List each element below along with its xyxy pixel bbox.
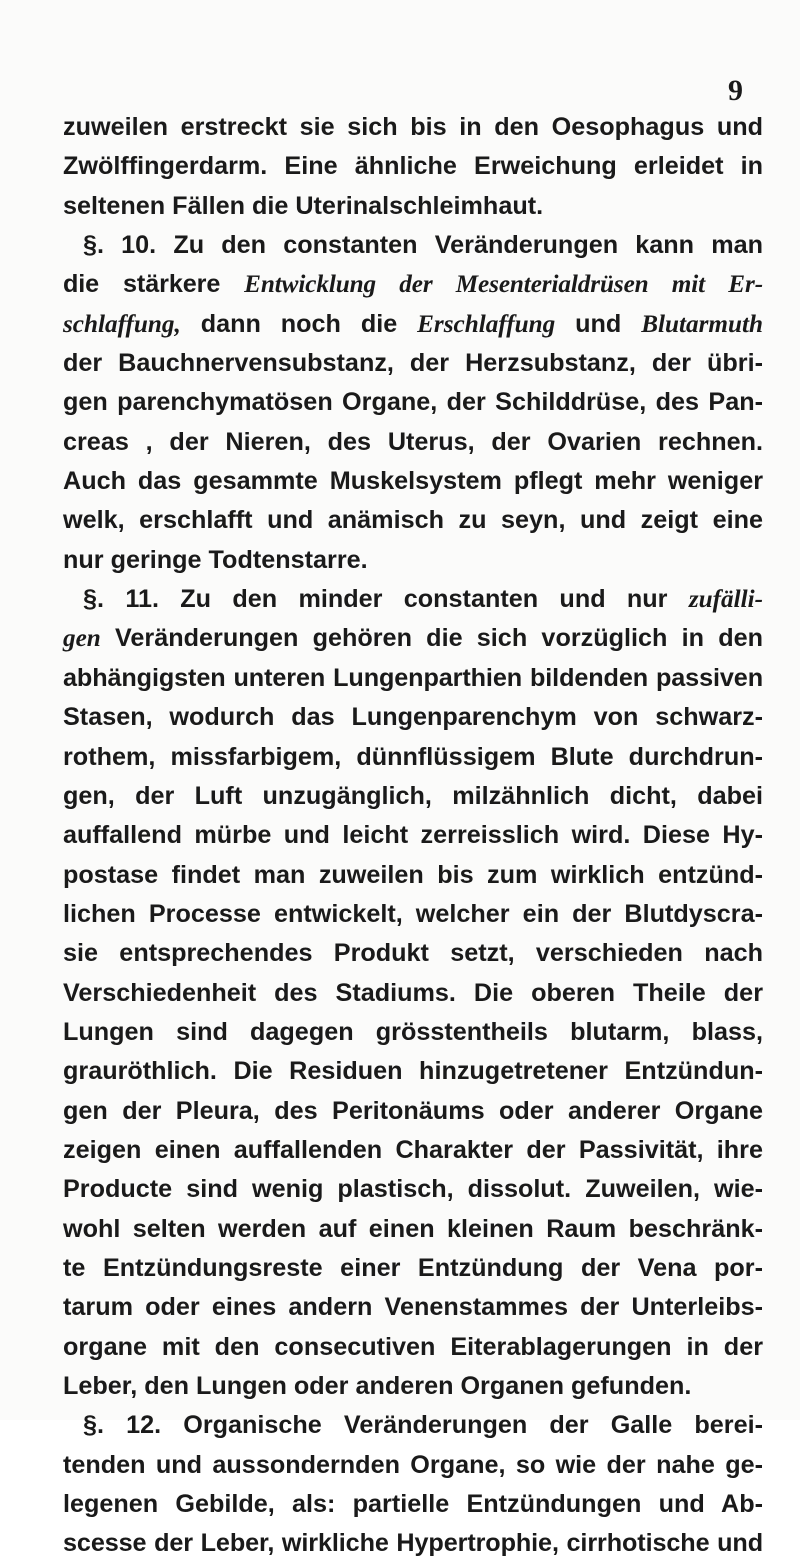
emphasis-text: Entwicklung der Mesenterialdrüsen mit Er- bbox=[244, 271, 763, 299]
text-line bbox=[63, 1249, 763, 1288]
text-span: creas , der Nieren, des Uterus, der Ovarien rechnen. bbox=[63, 427, 763, 456]
text-line bbox=[63, 541, 763, 580]
text-line bbox=[63, 777, 763, 816]
text-span: und bbox=[555, 309, 642, 338]
text-span: dann noch die bbox=[180, 309, 418, 338]
text-line bbox=[63, 1052, 763, 1091]
text-line bbox=[63, 1210, 763, 1249]
text-line bbox=[63, 265, 763, 304]
text-line bbox=[63, 738, 763, 777]
text-line bbox=[63, 423, 763, 462]
text-line bbox=[63, 1524, 763, 1563]
text-line bbox=[63, 344, 763, 383]
text-span: zeigen einen auffallenden Charakter der Passivität, ihre bbox=[63, 1135, 763, 1164]
text-span: Zwölffingerdarm. Eine ähnliche Erweichung erleidet in bbox=[63, 152, 763, 181]
text-span: §. 12. Organische Veränderungen der Galle berei- bbox=[83, 1411, 763, 1440]
text-span: gen, der Luft unzugänglich, milzähnlich dicht, dabei bbox=[63, 781, 763, 810]
text-line bbox=[63, 1446, 763, 1485]
text-line bbox=[63, 147, 763, 186]
text-line bbox=[63, 934, 763, 973]
text-span: auffallend mürbe und leicht zerreisslich wird. Diese Hy- bbox=[63, 821, 763, 850]
emphasis-text: Erschlaffung bbox=[417, 310, 556, 338]
text-span: organe mit den consecutiven Eiterablagerungen in der bbox=[63, 1332, 763, 1361]
text-span: sie entsprechendes Produkt setzt, verschieden nach bbox=[63, 939, 763, 968]
text-span: die stärkere bbox=[63, 270, 245, 299]
page-number: 9 bbox=[728, 74, 743, 107]
text-span: legenen Gebilde, als: partielle Entzündungen und Ab- bbox=[63, 1490, 763, 1519]
text-line bbox=[63, 619, 763, 658]
text-line bbox=[63, 187, 763, 226]
text-span: te Entzündungsreste einer Entzündung der Vena por- bbox=[63, 1253, 763, 1282]
emphasis-text: schlaffung, bbox=[63, 310, 181, 338]
text-line bbox=[63, 895, 763, 934]
emphasis-text: Blutarmuth bbox=[641, 310, 763, 338]
text-span: wohl selten werden auf einen kleinen Raum beschränk- bbox=[63, 1214, 763, 1243]
text-line bbox=[63, 1170, 763, 1209]
text-span: §. 11. Zu den minder constanten und nur bbox=[83, 585, 689, 614]
text-line bbox=[63, 698, 763, 737]
text-line bbox=[63, 383, 763, 422]
text-span: lichen Processe entwickelt, welcher ein der Blutdyscra- bbox=[63, 899, 763, 928]
emphasis-text: gen bbox=[63, 625, 101, 653]
text-span: Veränderungen gehören die sich vorzüglich in den bbox=[100, 624, 763, 653]
text-span: der Bauchnervensubstanz, der Herzsubstanz, der übri- bbox=[63, 349, 763, 378]
text-line bbox=[63, 1013, 763, 1052]
text-line bbox=[63, 1288, 763, 1327]
text-line bbox=[63, 1131, 763, 1170]
text-line bbox=[63, 1367, 763, 1406]
text-span: Auch das gesammte Muskelsystem pflegt mehr weniger bbox=[63, 467, 763, 496]
text-span: seltenen Fällen die Uterinalschleimhaut. bbox=[63, 191, 544, 220]
text-line bbox=[63, 659, 763, 698]
section-11-start bbox=[63, 580, 763, 619]
section-12-start bbox=[63, 1406, 763, 1445]
text-span: rothem, missfarbigem, dünnflüssigem Blute durchdrun- bbox=[63, 742, 763, 771]
text-line bbox=[63, 305, 763, 344]
text-span: Leber, den Lungen oder anderen Organen gefunden. bbox=[63, 1372, 692, 1400]
text-span: §. 10. Zu den constanten Veränderungen kann man bbox=[83, 231, 763, 260]
text-line bbox=[63, 1092, 763, 1131]
text-span: Producte sind wenig plastisch, dissolut. Zuweilen, wie- bbox=[63, 1175, 763, 1204]
text-span: nur geringe Todtenstarre. bbox=[63, 545, 368, 574]
text-line bbox=[63, 108, 763, 147]
emphasis-text: zufälli- bbox=[688, 586, 763, 614]
section-10-start bbox=[63, 226, 763, 265]
text-span: grauröthlich. Die Residuen hinzugetretener Entzündun- bbox=[63, 1057, 763, 1086]
text-span: tarum oder eines andern Venenstammes der Unterleibs- bbox=[63, 1293, 763, 1322]
body-text bbox=[63, 108, 763, 1564]
text-line bbox=[63, 1328, 763, 1367]
text-line bbox=[63, 974, 763, 1013]
text-line bbox=[63, 856, 763, 895]
text-span: scesse der Leber, wirkliche Hypertrophie, cirrhotische und bbox=[63, 1529, 763, 1558]
text-span: Stasen, wodurch das Lungenparenchym von schwarz- bbox=[63, 703, 763, 732]
text-span: zuweilen erstreckt sie sich bis in den Oesophagus und bbox=[63, 113, 763, 141]
text-line bbox=[63, 1485, 763, 1524]
text-span: tenden und aussondernden Organe, so wie der nahe ge- bbox=[63, 1450, 763, 1479]
text-line bbox=[63, 501, 763, 540]
text-span: abhängigsten unteren Lungenparthien bildenden passiven bbox=[63, 663, 763, 692]
text-span: Verschiedenheit des Stadiums. Die oberen Theile der bbox=[63, 978, 763, 1007]
text-line bbox=[63, 816, 763, 855]
text-span: gen parenchymatösen Organe, der Schilddrüse, des Pan- bbox=[63, 388, 763, 417]
text-span: postase findet man zuweilen bis zum wirklich entzünd- bbox=[63, 860, 763, 889]
text-line bbox=[63, 462, 763, 501]
text-span: Lungen sind dagegen grösstentheils blutarm, blass, bbox=[63, 1017, 763, 1046]
text-span: welk, erschlafft und anämisch zu seyn, und zeigt eine bbox=[63, 506, 763, 535]
text-span: gen der Pleura, des Peritonäums oder anderer Organe bbox=[63, 1096, 763, 1125]
